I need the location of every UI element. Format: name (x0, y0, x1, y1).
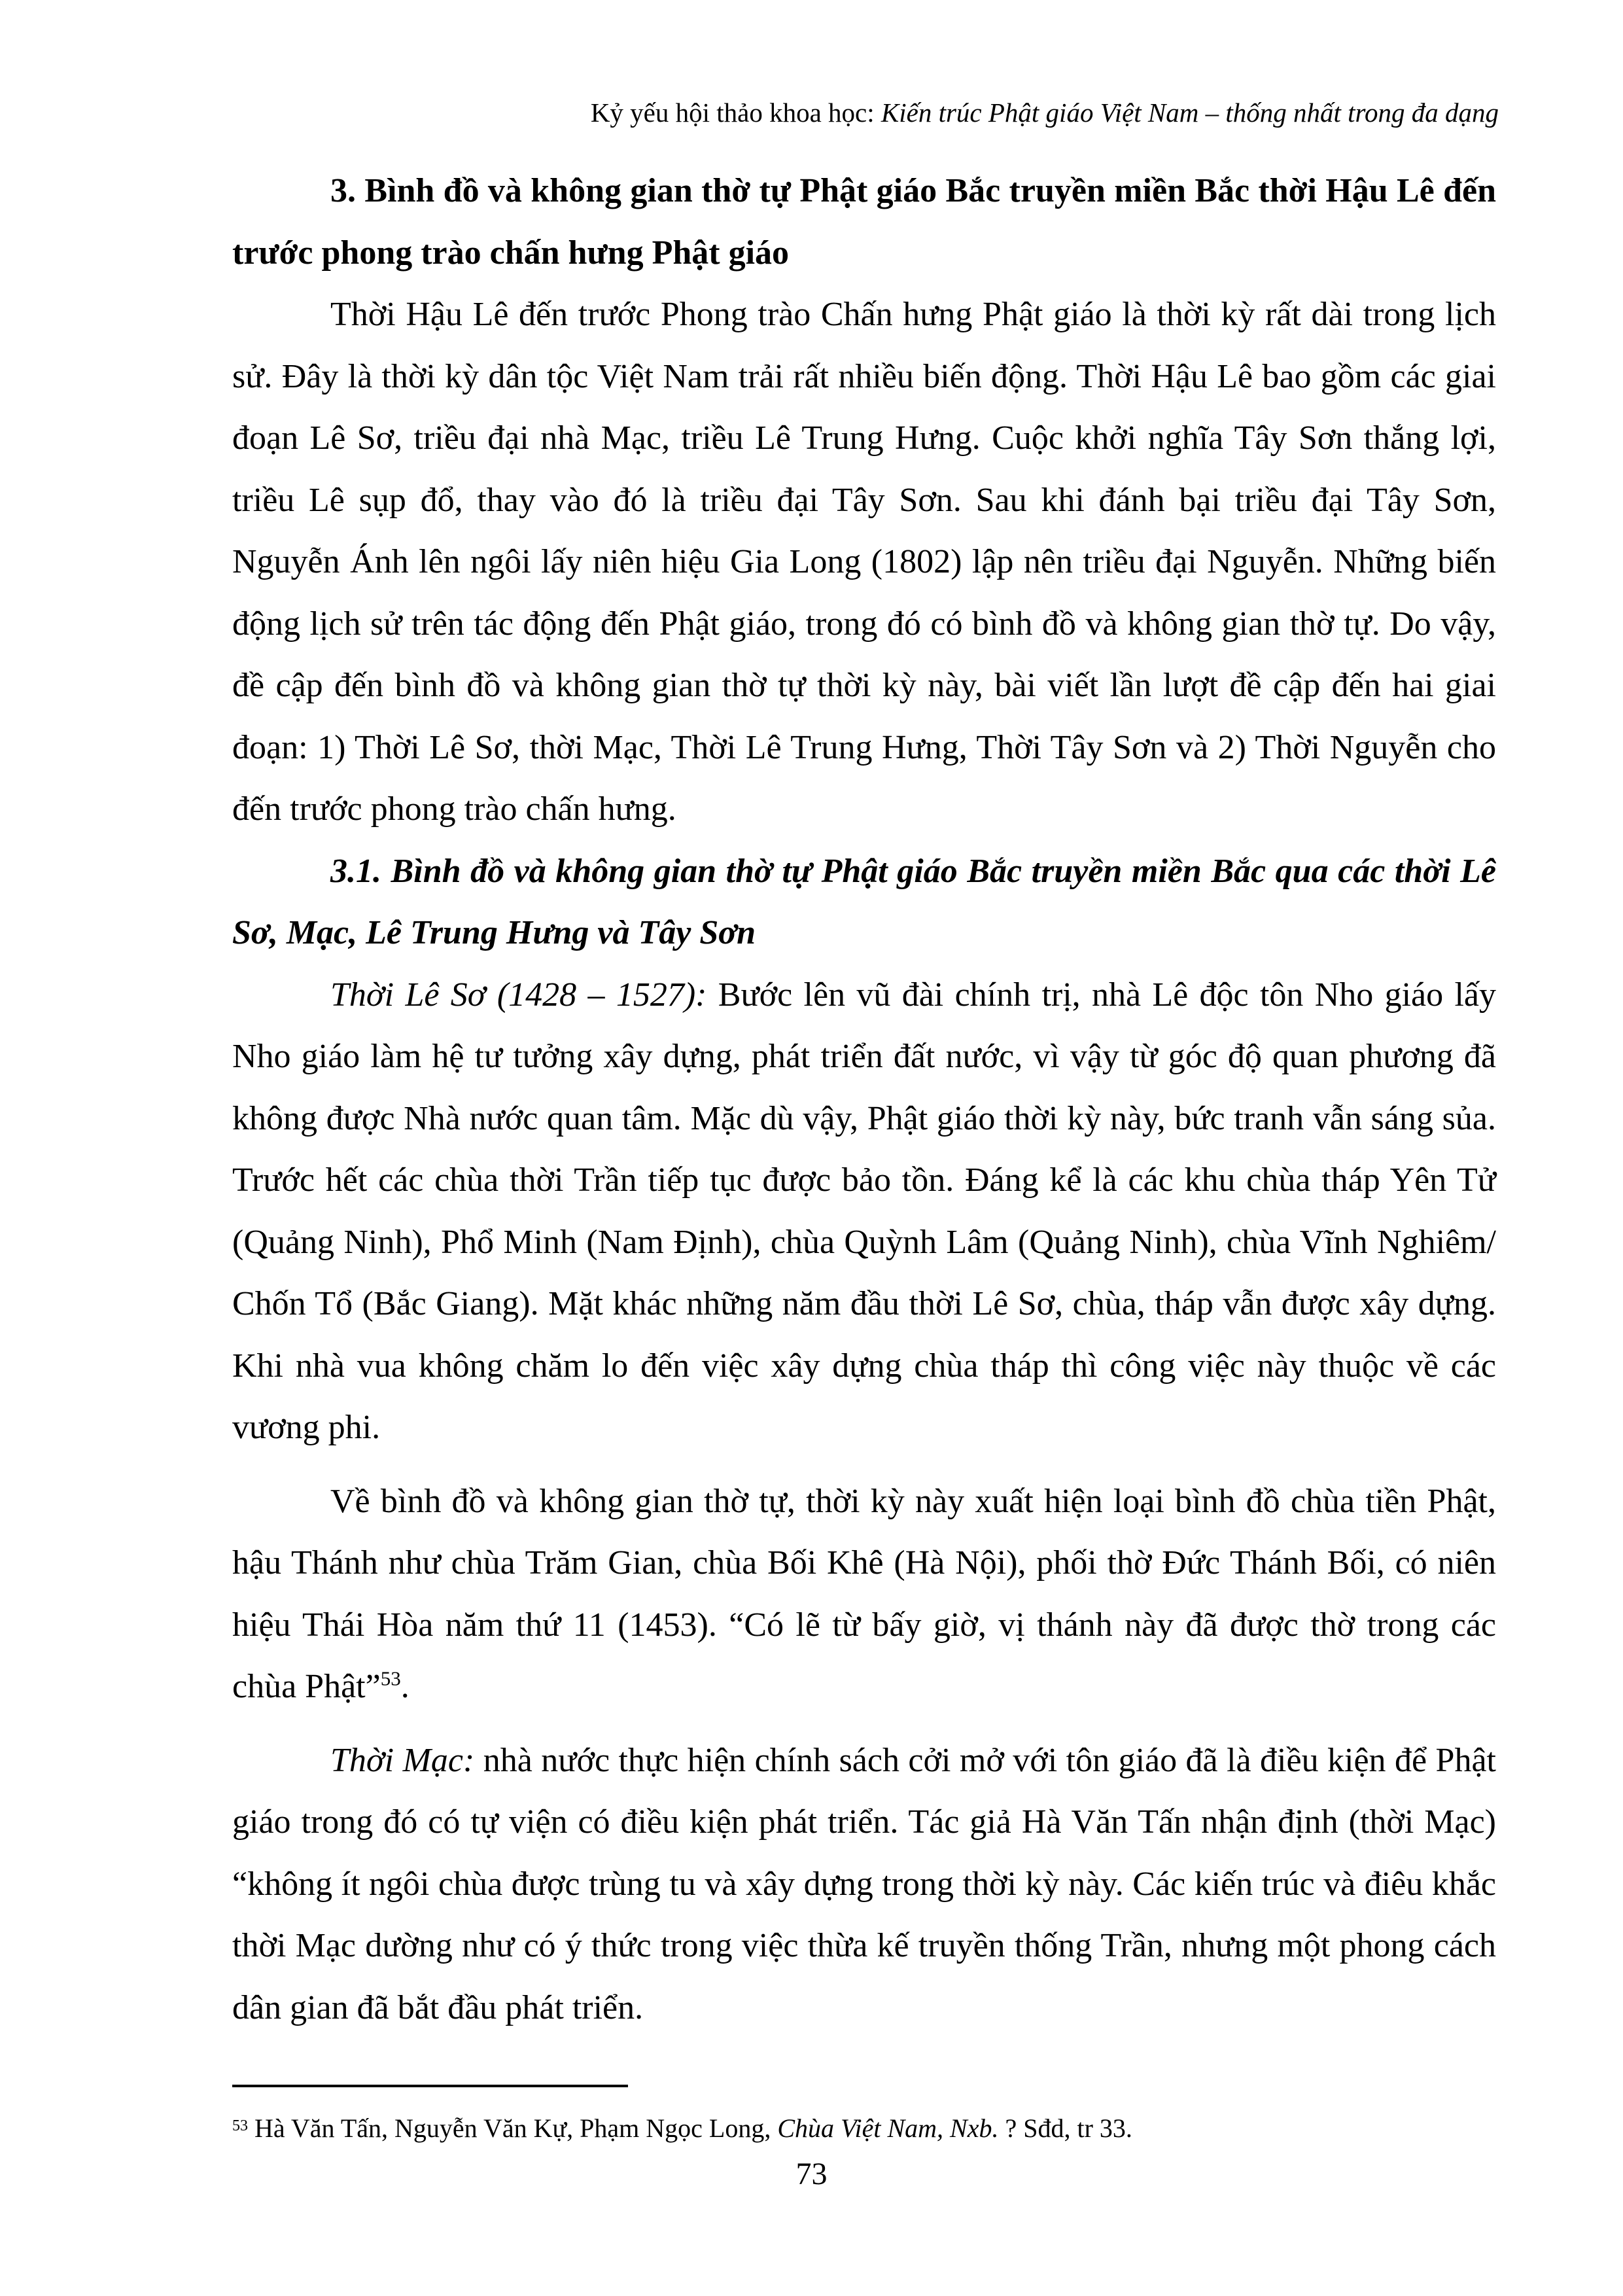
footnote-rest: ? Sđd, tr 33. (998, 2113, 1132, 2143)
footnote-53 (232, 2112, 1132, 2145)
binh-do-end: . (400, 1668, 410, 1705)
footnote-ref-53[interactable]: 53 (380, 1667, 401, 1690)
le-so-text: Bước lên vũ đài chính trị, nhà Lê độc tôn Nho giáo lấy Nho giáo làm hệ tư tưởng xây dựng, phát triển đất nước, vì vậy từ góc độ quan phương đã không được Nhà nước quan tâm. Mặc dù vậy, Phật giáo thời kỳ này, bức tranh vẫn sáng sủa. Trước hết các chùa thời Trần tiếp tục được bảo tồn. Đáng kể là các khu chùa tháp Yên Tử (Quảng Ninh), Phổ Minh (Nam Định), chùa Quỳnh Lâm (Quảng Ninh), chùa Vĩnh Nghiêm/ Chốn Tổ (Bắc Giang). Mặt khác những năm đầu thời Lê Sơ, chùa, tháp vẫn được xây dựng. Khi nhà vua không chăm lo đến việc xây dựng chùa tháp thì công việc này thuộc về các vương phi. (232, 976, 1496, 1446)
binh-do-paragraph (232, 1471, 1496, 1718)
footnote-title: Chùa Việt Nam, Nxb. (777, 2113, 999, 2143)
footnote-authors: Hà Văn Tấn, Nguyễn Văn Kự, Phạm Ngọc Long, (248, 2113, 778, 2143)
header-title: Kiến trúc Phật giáo Việt Nam – thống nhất trong đa dạng (881, 97, 1499, 128)
header-prefix: Kỷ yếu hội thảo khoa học: (590, 97, 881, 128)
mac-paragraph (232, 1730, 1496, 2040)
footnote-number: 53 (232, 2117, 248, 2134)
page-number: 73 (795, 2157, 828, 2191)
binh-do-text: Về bình đồ và không gian thờ tự, thời kỳ này xuất hiện loại bình đồ chùa tiền Phật, hậu Thánh như chùa Trăm Gian, chùa Bối Khê (Hà Nội), phối thờ Đức Thánh Bối, có niên hiệu Thái Hòa năm thứ 11 (1453). “Có lẽ từ bấy giờ, vị thánh này đã được thờ trong các chùa Phật” (232, 1482, 1496, 1705)
page-body (232, 160, 1496, 2039)
section-3-1-heading: 3.1. Bình đồ và không gian thờ tự Phật giáo Bắc truyền miền Bắc qua các thời Lê Sơ, Mạc, Lê Trung Hưng và Tây Sơn (232, 852, 1496, 951)
section-3-heading: 3. Bình đồ và không gian thờ tự Phật giáo Bắc truyền miền Bắc thời Hậu Lê đến trước phong trào chấn hưng Phật giáo (232, 172, 1496, 272)
section-3-paragraph: Thời Hậu Lê đến trước Phong trào Chấn hưng Phật giáo là thời kỳ rất dài trong lịch sử. Đây là thời kỳ dân tộc Việt Nam trải rất nhiều biến động. Thời Hậu Lê bao gồm các giai đoạn Lê Sơ, triều đại nhà Mạc, triều Lê Trung Hưng. Cuộc khởi nghĩa Tây Sơn thắng lợi, triều Lê sụp đổ, thay vào đó là triều đại Tây Sơn. Sau khi đánh bại triều đại Tây Sơn, Nguyễn Ánh lên ngôi lấy niên hiệu Gia Long (1802) lập nên triều đại Nguyễn. Những biến động lịch sử trên tác động đến Phật giáo, trong đó có bình đồ và không gian thờ tự. Do vậy, đề cập đến bình đồ và không gian thờ tự thời kỳ này, bài viết lần lượt đề cập đến hai giai đoạn: 1) Thời Lê Sơ, thời Mạc, Thời Lê Trung Hưng, Thời Tây Sơn và 2) Thời Nguyễn cho đến trước phong trào chấn hưng. (232, 296, 1496, 828)
mac-label: Thời Mạc: (330, 1741, 475, 1779)
mac-text: nhà nước thực hiện chính sách cởi mở với tôn giáo đã là điều kiện để Phật giáo trong đó có tự viện có điều kiện phát triển. Tác giả Hà Văn Tấn nhận định (thời Mạc) “không ít ngôi chùa được trùng tu và xây dựng trong thời kỳ này. Các kiến trúc và điêu khắc thời Mạc dường như có ý thức trong việc thừa kế truyền thống Trần, nhưng một phong cách dân gian đã bắt đầu phát triển. (232, 1741, 1496, 2026)
footnote-separator (232, 2085, 628, 2087)
le-so-label: Thời Lê Sơ (1428 – 1527): (330, 976, 707, 1014)
le-so-paragraph (232, 964, 1496, 1459)
running-header (591, 93, 1499, 132)
